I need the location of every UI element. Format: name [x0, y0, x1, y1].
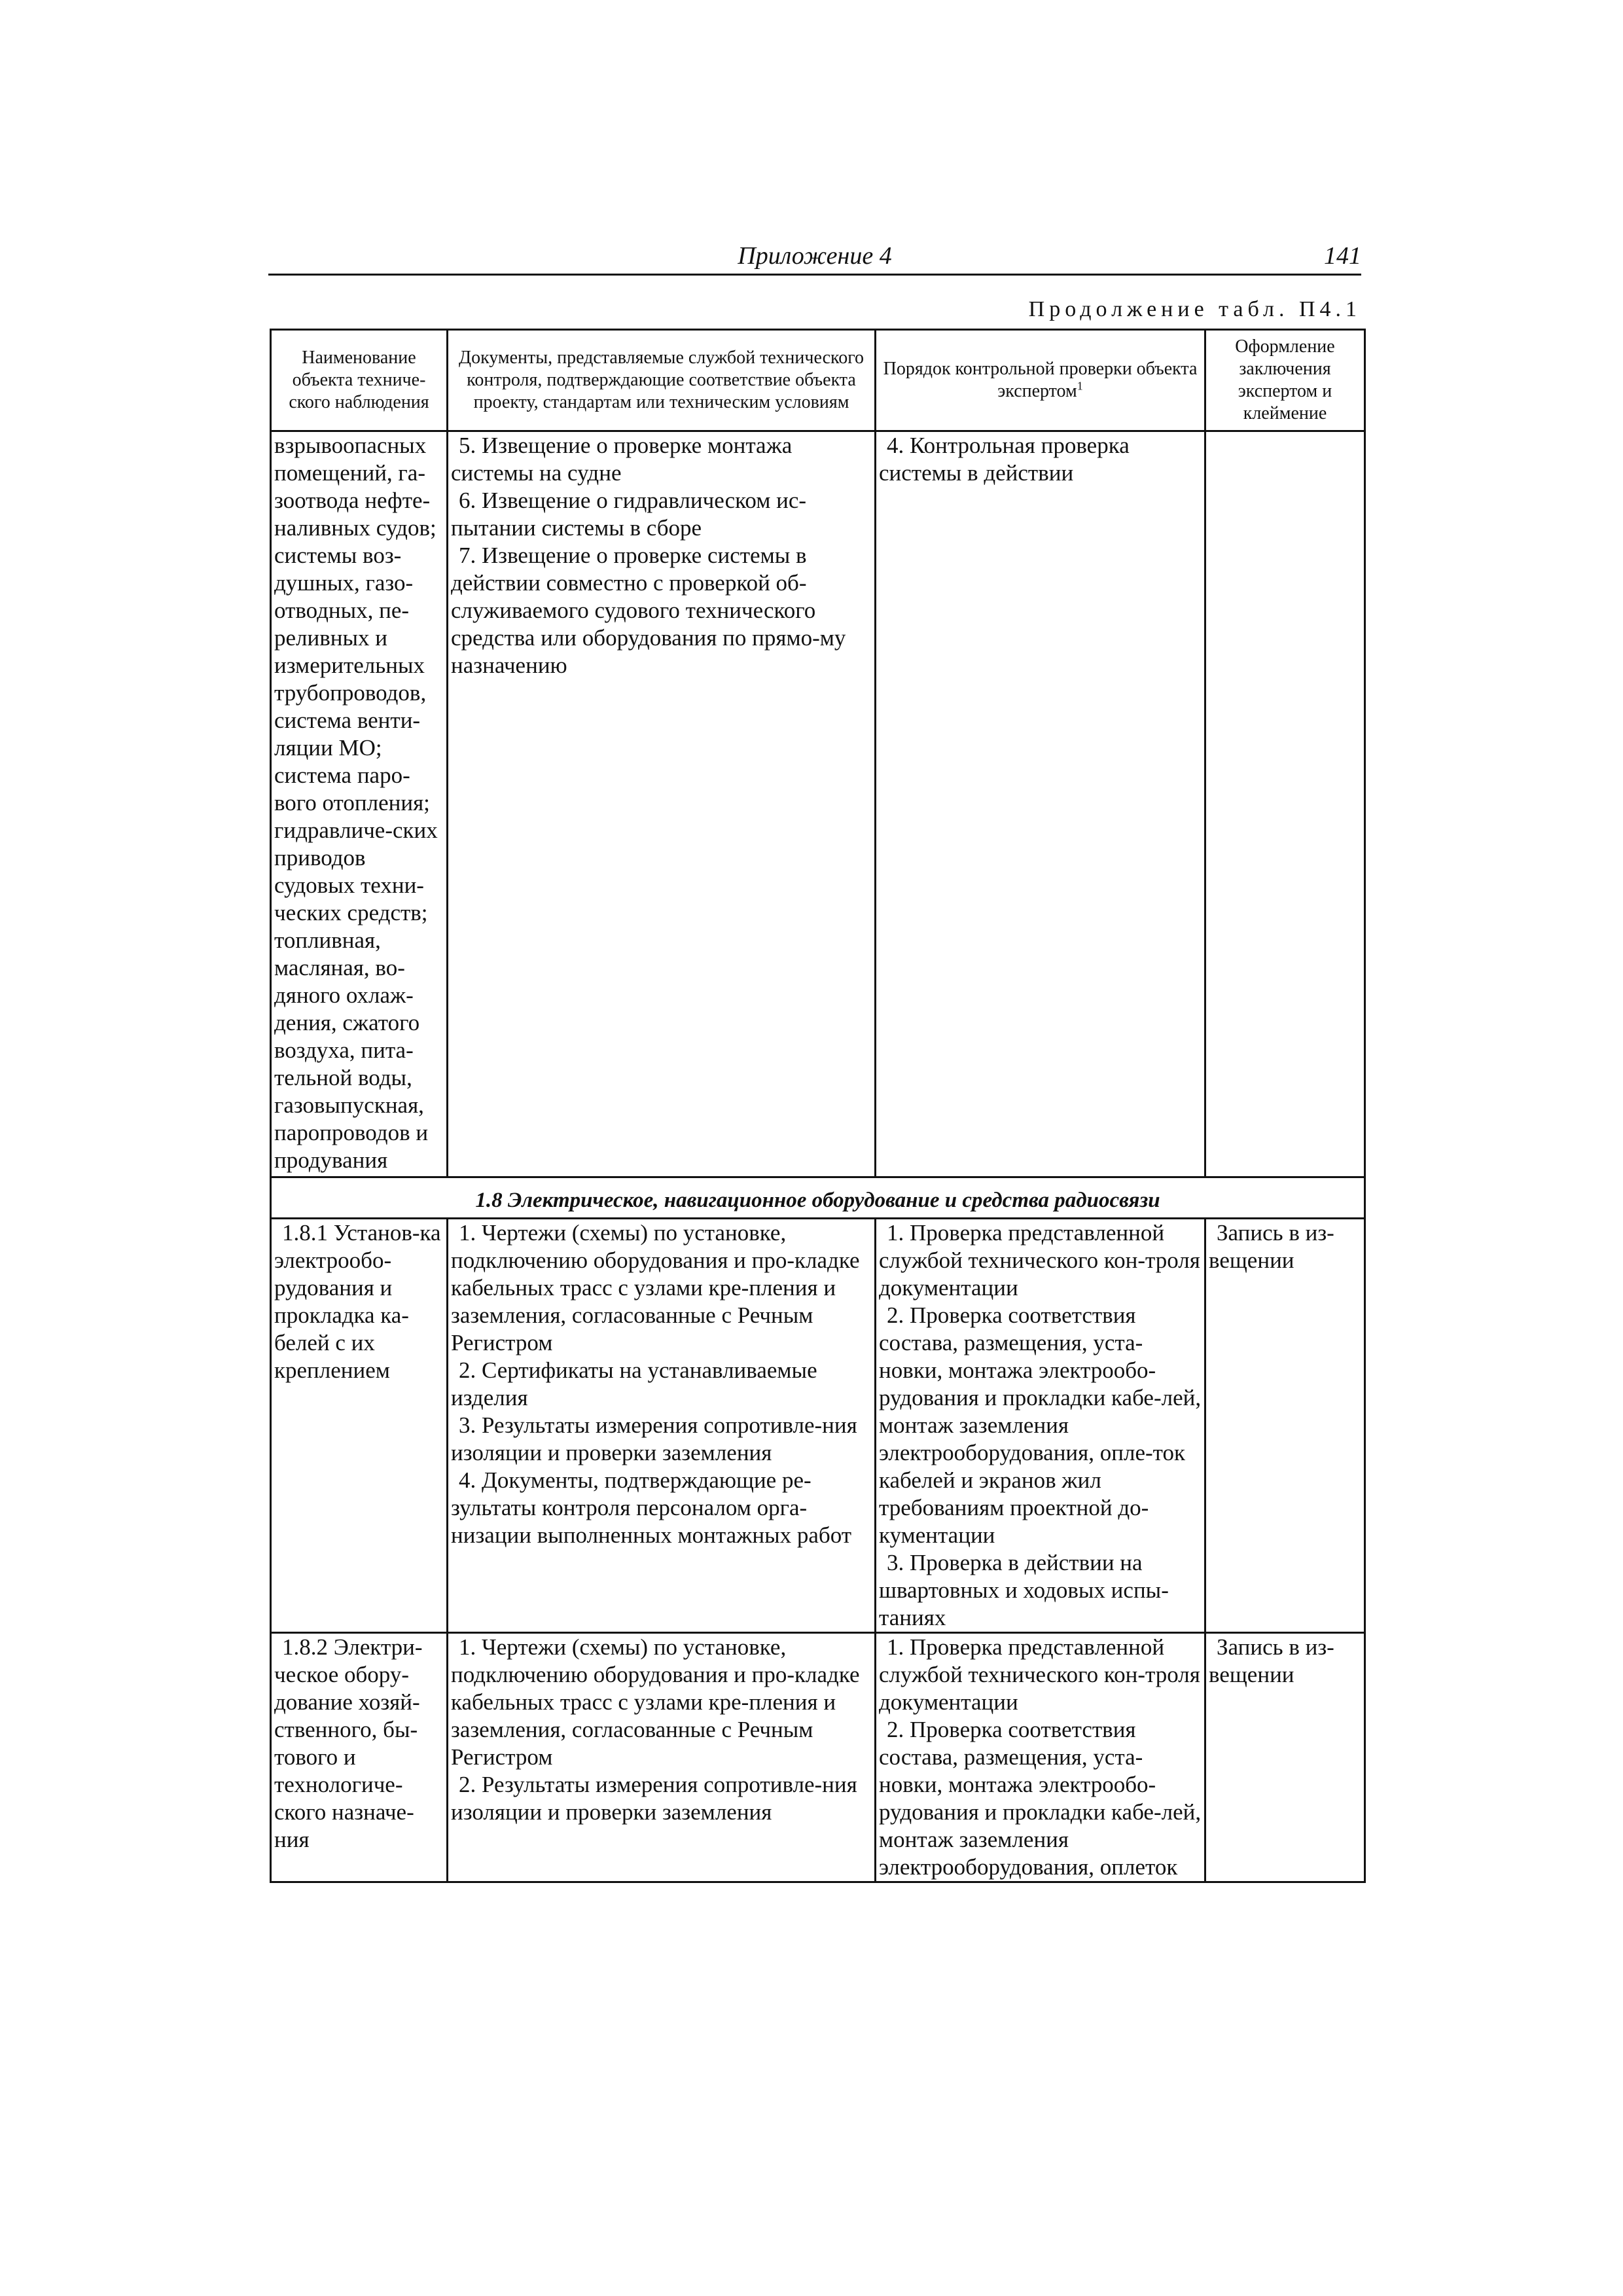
column-header-documents: Документы, представляемые службой технического контроля, подтверждающие соответствие объекта проекту, стандартам или техническим условиям	[448, 330, 876, 431]
result-cell	[1205, 431, 1365, 1177]
document-item: 1. Чертежи (схемы) по установке, подключению оборудования и про-кладке кабельных трасс с узлами кре-пления и заземления, согласованные с Речным Регистром	[451, 1634, 860, 1770]
page-number: 141	[1324, 242, 1361, 270]
document-item: 7. Извещение о проверке системы в действии совместно с проверкой об-служиваемого судового технического средства или оборудования по прямо-му назначению	[451, 543, 846, 678]
footnote-marker: 1	[1077, 379, 1083, 393]
document-item: 1. Чертежи (схемы) по установке, подключению оборудования и про-кладке кабельных трасс с узлами кре-пления и заземления, согласованные с Речным Регистром	[451, 1220, 860, 1355]
column-header-procedure-text: Порядок контрольной проверки объекта экспертом	[883, 359, 1198, 401]
running-title: Приложение 4	[738, 242, 892, 270]
object-cell: взрывоопасных помещений, га-зоотвода нефте-наливных судов; системы воз-душных, газо-отводных, пе-реливных и измерительных трубопроводов, система венти-ляции МО; система паро-вого отопления; гидравличе-ских приводов судовых техни-ческих средств; топливная, масляная, во-дяного охлаж-дения, сжатого воздуха, пита-тельной воды, газовыпускная, паропроводов и продувания	[271, 431, 448, 1177]
procedure-item: 2. Проверка соответствия состава, размещения, уста-новки, монтажа электрообо-рудования и прокладки кабе-лей, монтаж заземления электрооборудования, опле-ток кабелей и экранов жил требованиям проектной до-кументации	[879, 1302, 1202, 1548]
document-item: 2. Результаты измерения сопротивле-ния изоляции и проверки заземления	[451, 1772, 857, 1825]
procedure-item: 4. Контрольная проверка системы в действии	[879, 433, 1130, 486]
documents-cell	[448, 1219, 876, 1633]
object-cell: 1.8.2 Электри-ческое обору-дование хозяй-ственного, бы-тового и технологиче-ского назначе-ния	[271, 1633, 448, 1882]
procedure-item: 1. Проверка представленной службой технического кон-троля документации	[879, 1220, 1200, 1300]
document-item: 4. Документы, подтверждающие ре-зультаты контроля персоналом орга-низации выполненных монтажных работ	[451, 1467, 852, 1548]
object-cell: 1.8.1 Установ-ка электрообо-рудования и прокладка ка-белей с их креплением	[271, 1219, 448, 1633]
column-header-procedure	[876, 330, 1205, 431]
column-header-object: Наименование объекта техниче-ского наблюдения	[271, 330, 448, 431]
column-header-result: Оформление заключения экспертом и клеймение	[1205, 330, 1365, 431]
result-cell: Запись в из-вещении	[1205, 1219, 1365, 1633]
document-item: 5. Извещение о проверке монтажа системы на судне	[451, 433, 793, 486]
procedure-cell	[876, 1219, 1205, 1633]
documents-cell	[448, 1633, 876, 1882]
document-item: 2. Сертификаты на устанавливаемые изделия	[451, 1357, 817, 1410]
running-header	[268, 241, 1361, 276]
section-title: 1.8 Электрическое, навигационное оборудование и средства радиосвязи	[271, 1177, 1365, 1219]
table-header-row	[271, 330, 1365, 431]
procedure-cell	[876, 1633, 1205, 1882]
table-row	[271, 1219, 1365, 1633]
document-item: 3. Результаты измерения сопротивле-ния изоляции и проверки заземления	[451, 1412, 857, 1465]
procedure-item: 2. Проверка соответствия состава, размещения, уста-новки, монтажа электрообо-рудования и прокладки кабе-лей, монтаж заземления электрооборудования, оплеток	[879, 1717, 1202, 1880]
document-item: 6. Извещение о гидравлическом ис-пытании системы в сборе	[451, 488, 807, 541]
table-continuation-label: Продолжение табл. П4.1	[1028, 297, 1361, 321]
table-row	[271, 1633, 1365, 1882]
procedure-cell	[876, 431, 1205, 1177]
procedure-item: 1. Проверка представленной службой технического кон-троля документации	[879, 1634, 1200, 1715]
inspection-table	[270, 329, 1366, 1883]
result-cell: Запись в из-вещении	[1205, 1633, 1365, 1882]
section-heading-row	[271, 1177, 1365, 1219]
table-row	[271, 431, 1365, 1177]
documents-cell	[448, 431, 876, 1177]
procedure-item: 3. Проверка в действии на швартовных и ходовых испы-таниях	[879, 1550, 1169, 1630]
